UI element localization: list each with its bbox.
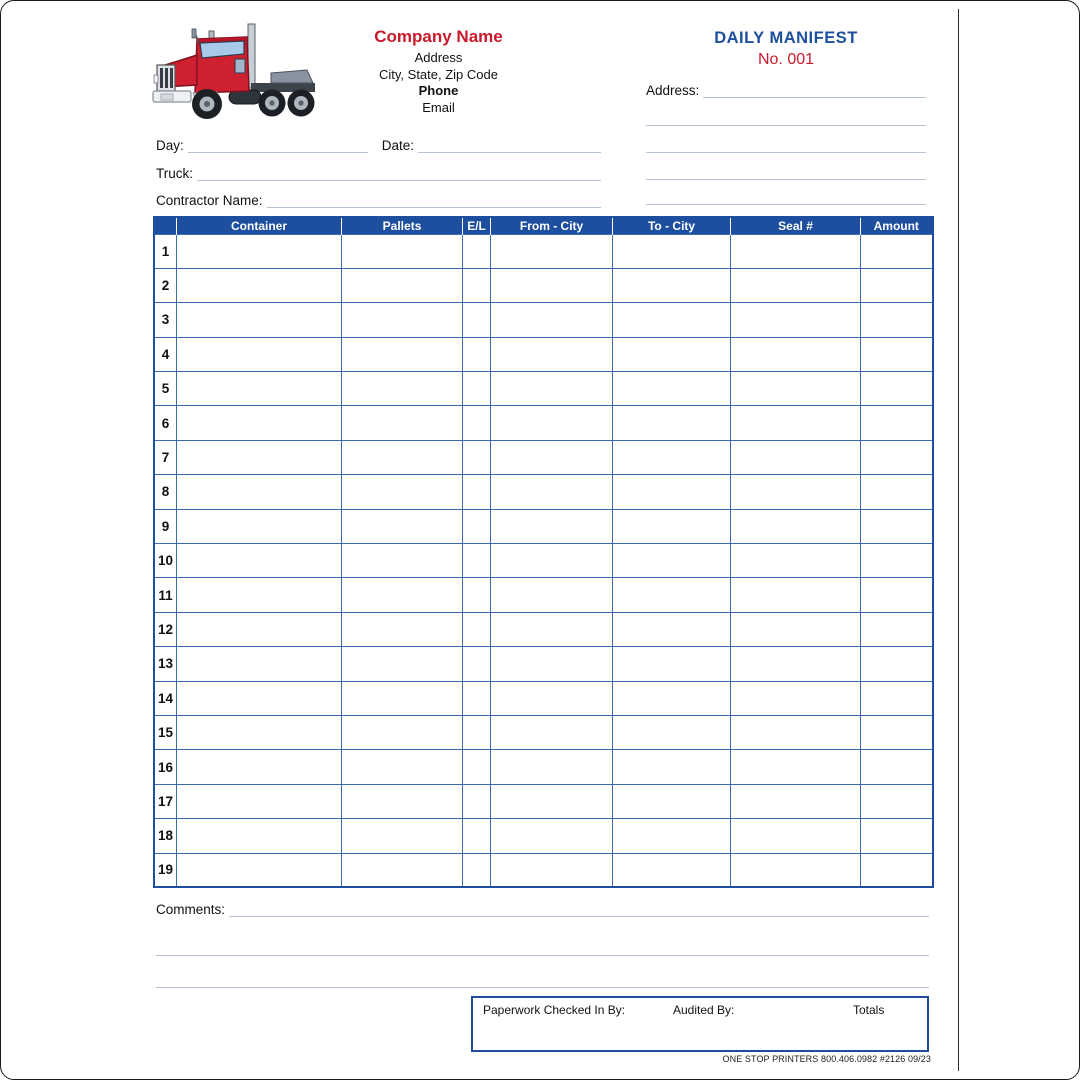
col-header-pallets: Pallets <box>342 217 463 234</box>
col-header-rownum <box>154 217 177 234</box>
row-number: 8 <box>154 475 177 509</box>
cell-container <box>177 234 342 268</box>
back-sheet-edge <box>958 9 959 1071</box>
cell-e-l <box>463 268 491 302</box>
cell-to-city <box>613 268 731 302</box>
manifest-table <box>153 216 934 888</box>
date-write-line <box>418 138 601 153</box>
table-row <box>154 647 933 681</box>
cell-container <box>177 750 342 784</box>
cell-from-city <box>491 647 613 681</box>
table-row <box>154 406 933 440</box>
cell-from-city <box>491 853 613 887</box>
cell-amount <box>861 303 933 337</box>
cell-pallets <box>342 784 463 818</box>
cell-seal <box>731 750 861 784</box>
address-write-line <box>646 125 926 126</box>
cell-to-city <box>613 406 731 440</box>
address-label: Address: <box>646 83 700 98</box>
table-row <box>154 612 933 646</box>
cell-e-l <box>463 750 491 784</box>
cell-seal <box>731 681 861 715</box>
cell-e-l <box>463 406 491 440</box>
company-block <box>326 27 551 116</box>
cell-e-l <box>463 303 491 337</box>
cell-container <box>177 784 342 818</box>
cell-amount <box>861 715 933 749</box>
cell-container <box>177 647 342 681</box>
cell-seal <box>731 509 861 543</box>
cell-seal <box>731 819 861 853</box>
cell-seal <box>731 612 861 646</box>
col-header-el: E/L <box>463 217 491 234</box>
cell-from-city <box>491 578 613 612</box>
col-header-from-city: From - City <box>491 217 613 234</box>
cell-amount <box>861 612 933 646</box>
cell-e-l <box>463 544 491 578</box>
contractor-name-label: Contractor Name: <box>156 193 263 208</box>
cell-e-l <box>463 475 491 509</box>
contractor-write-line <box>267 193 601 208</box>
row-number: 15 <box>154 715 177 749</box>
address-field-row <box>646 83 926 98</box>
table-row <box>154 853 933 887</box>
comments-write-line <box>156 987 929 988</box>
cell-container <box>177 372 342 406</box>
truck-write-line <box>197 166 601 181</box>
address-write-line <box>646 179 926 180</box>
cell-seal <box>731 853 861 887</box>
cell-container <box>177 819 342 853</box>
cell-amount <box>861 509 933 543</box>
cell-container <box>177 853 342 887</box>
row-number: 11 <box>154 578 177 612</box>
cell-from-city <box>491 750 613 784</box>
row-number: 18 <box>154 819 177 853</box>
cell-from-city <box>491 509 613 543</box>
cell-from-city <box>491 681 613 715</box>
cell-pallets <box>342 681 463 715</box>
cell-pallets <box>342 440 463 474</box>
printer-credit: ONE STOP PRINTERS 800.406.0982 #2126 09/23 <box>722 1054 931 1064</box>
cell-to-city <box>613 372 731 406</box>
row-number: 19 <box>154 853 177 887</box>
comments-write-line <box>229 902 929 917</box>
cell-from-city <box>491 234 613 268</box>
checkin-box <box>471 996 929 1052</box>
cell-e-l <box>463 337 491 371</box>
row-number: 17 <box>154 784 177 818</box>
cell-from-city <box>491 612 613 646</box>
cell-from-city <box>491 715 613 749</box>
table-row <box>154 268 933 302</box>
row-number: 1 <box>154 234 177 268</box>
cell-e-l <box>463 819 491 853</box>
row-number: 14 <box>154 681 177 715</box>
table-row <box>154 372 933 406</box>
truck-logo-icon <box>151 21 323 125</box>
row-number: 10 <box>154 544 177 578</box>
cell-container <box>177 509 342 543</box>
table-row <box>154 819 933 853</box>
table-row <box>154 681 933 715</box>
cell-to-city <box>613 819 731 853</box>
cell-from-city <box>491 406 613 440</box>
cell-seal <box>731 715 861 749</box>
cell-seal <box>731 440 861 474</box>
row-number: 7 <box>154 440 177 474</box>
company-name: Company Name <box>374 27 503 46</box>
cell-pallets <box>342 853 463 887</box>
table-row <box>154 715 933 749</box>
cell-pallets <box>342 612 463 646</box>
cell-pallets <box>342 303 463 337</box>
cell-container <box>177 406 342 440</box>
table-row <box>154 578 933 612</box>
cell-container <box>177 303 342 337</box>
cell-from-city <box>491 475 613 509</box>
cell-e-l <box>463 784 491 818</box>
cell-container <box>177 475 342 509</box>
cell-seal <box>731 406 861 440</box>
cell-seal <box>731 303 861 337</box>
cell-to-city <box>613 612 731 646</box>
col-header-amount: Amount <box>861 217 933 234</box>
cell-pallets <box>342 819 463 853</box>
cell-container <box>177 681 342 715</box>
cell-to-city <box>613 681 731 715</box>
address-write-line <box>703 83 926 98</box>
cell-to-city <box>613 784 731 818</box>
cell-pallets <box>342 372 463 406</box>
cell-from-city <box>491 440 613 474</box>
date-label: Date: <box>381 138 415 153</box>
cell-e-l <box>463 647 491 681</box>
cell-to-city <box>613 544 731 578</box>
cell-to-city <box>613 578 731 612</box>
audited-by-label: Audited By: <box>673 1003 735 1017</box>
paperwork-checked-label: Paperwork Checked In By: <box>483 1003 626 1017</box>
cell-pallets <box>342 544 463 578</box>
cell-from-city <box>491 784 613 818</box>
cell-seal <box>731 372 861 406</box>
cell-container <box>177 544 342 578</box>
cell-to-city <box>613 234 731 268</box>
cell-e-l <box>463 681 491 715</box>
company-city-state-zip: City, State, Zip Code <box>379 66 498 82</box>
table-row <box>154 784 933 818</box>
cell-seal <box>731 337 861 371</box>
cell-to-city <box>613 440 731 474</box>
contractor-field-row <box>156 193 601 208</box>
cell-e-l <box>463 612 491 646</box>
cell-pallets <box>342 647 463 681</box>
cell-amount <box>861 784 933 818</box>
table-row <box>154 440 933 474</box>
manifest-table-body <box>154 234 933 887</box>
cell-pallets <box>342 406 463 440</box>
cell-amount <box>861 234 933 268</box>
cell-from-city <box>491 337 613 371</box>
cell-to-city <box>613 475 731 509</box>
table-header-row <box>154 217 933 234</box>
cell-to-city <box>613 750 731 784</box>
table-row <box>154 509 933 543</box>
cell-to-city <box>613 509 731 543</box>
row-number: 5 <box>154 372 177 406</box>
cell-from-city <box>491 819 613 853</box>
cell-e-l <box>463 853 491 887</box>
cell-e-l <box>463 234 491 268</box>
cell-from-city <box>491 268 613 302</box>
address-write-line <box>646 204 926 205</box>
cell-amount <box>861 337 933 371</box>
comments-write-line <box>156 955 929 956</box>
cell-amount <box>861 475 933 509</box>
cell-e-l <box>463 578 491 612</box>
cell-pallets <box>342 750 463 784</box>
cell-amount <box>861 440 933 474</box>
table-row <box>154 234 933 268</box>
cell-pallets <box>342 715 463 749</box>
cell-amount <box>861 853 933 887</box>
cell-pallets <box>342 578 463 612</box>
company-email: Email <box>422 99 455 115</box>
cell-amount <box>861 268 933 302</box>
day-date-field-row <box>156 138 601 153</box>
cell-amount <box>861 681 933 715</box>
cell-e-l <box>463 715 491 749</box>
col-header-container: Container <box>177 217 342 234</box>
col-header-seal: Seal # <box>731 217 861 234</box>
cell-seal <box>731 578 861 612</box>
table-row <box>154 750 933 784</box>
form-number: No. 001 <box>757 51 815 68</box>
form-title: DAILY MANIFEST <box>714 29 858 47</box>
cell-amount <box>861 647 933 681</box>
row-number: 6 <box>154 406 177 440</box>
day-label: Day: <box>156 138 184 153</box>
address-write-line <box>646 152 926 153</box>
col-header-to-city: To - City <box>613 217 731 234</box>
row-number: 9 <box>154 509 177 543</box>
row-number: 13 <box>154 647 177 681</box>
cell-to-city <box>613 715 731 749</box>
cell-e-l <box>463 440 491 474</box>
company-address: Address <box>414 50 463 65</box>
cell-to-city <box>613 853 731 887</box>
cell-seal <box>731 784 861 818</box>
cell-pallets <box>342 234 463 268</box>
cell-to-city <box>613 647 731 681</box>
row-number: 4 <box>154 337 177 371</box>
cell-e-l <box>463 509 491 543</box>
cell-e-l <box>463 372 491 406</box>
cell-pallets <box>342 268 463 302</box>
cell-seal <box>731 544 861 578</box>
comments-label: Comments: <box>156 902 226 917</box>
cell-from-city <box>491 372 613 406</box>
cell-seal <box>731 234 861 268</box>
cell-amount <box>861 750 933 784</box>
cell-seal <box>731 647 861 681</box>
cell-amount <box>861 578 933 612</box>
cell-container <box>177 440 342 474</box>
table-row <box>154 337 933 371</box>
row-number: 3 <box>154 303 177 337</box>
company-phone: Phone <box>418 83 459 98</box>
day-write-line <box>188 138 368 153</box>
cell-container <box>177 337 342 371</box>
cell-amount <box>861 372 933 406</box>
cell-to-city <box>613 337 731 371</box>
cell-amount <box>861 819 933 853</box>
cell-pallets <box>342 475 463 509</box>
cell-container <box>177 715 342 749</box>
row-number: 12 <box>154 612 177 646</box>
cell-to-city <box>613 303 731 337</box>
table-row <box>154 303 933 337</box>
cell-pallets <box>342 337 463 371</box>
truck-label: Truck: <box>156 166 193 181</box>
cell-pallets <box>342 509 463 543</box>
cell-container <box>177 612 342 646</box>
cell-seal <box>731 268 861 302</box>
cell-from-city <box>491 303 613 337</box>
cell-from-city <box>491 544 613 578</box>
cell-container <box>177 268 342 302</box>
cell-seal <box>731 475 861 509</box>
cell-amount <box>861 544 933 578</box>
cell-amount <box>861 406 933 440</box>
title-block <box>641 29 931 69</box>
row-number: 16 <box>154 750 177 784</box>
truck-field-row <box>156 166 601 181</box>
table-row <box>154 475 933 509</box>
totals-label: Totals <box>853 1003 885 1017</box>
table-row <box>154 544 933 578</box>
cell-container <box>177 578 342 612</box>
row-number: 2 <box>154 268 177 302</box>
comments-field-row <box>156 902 929 917</box>
